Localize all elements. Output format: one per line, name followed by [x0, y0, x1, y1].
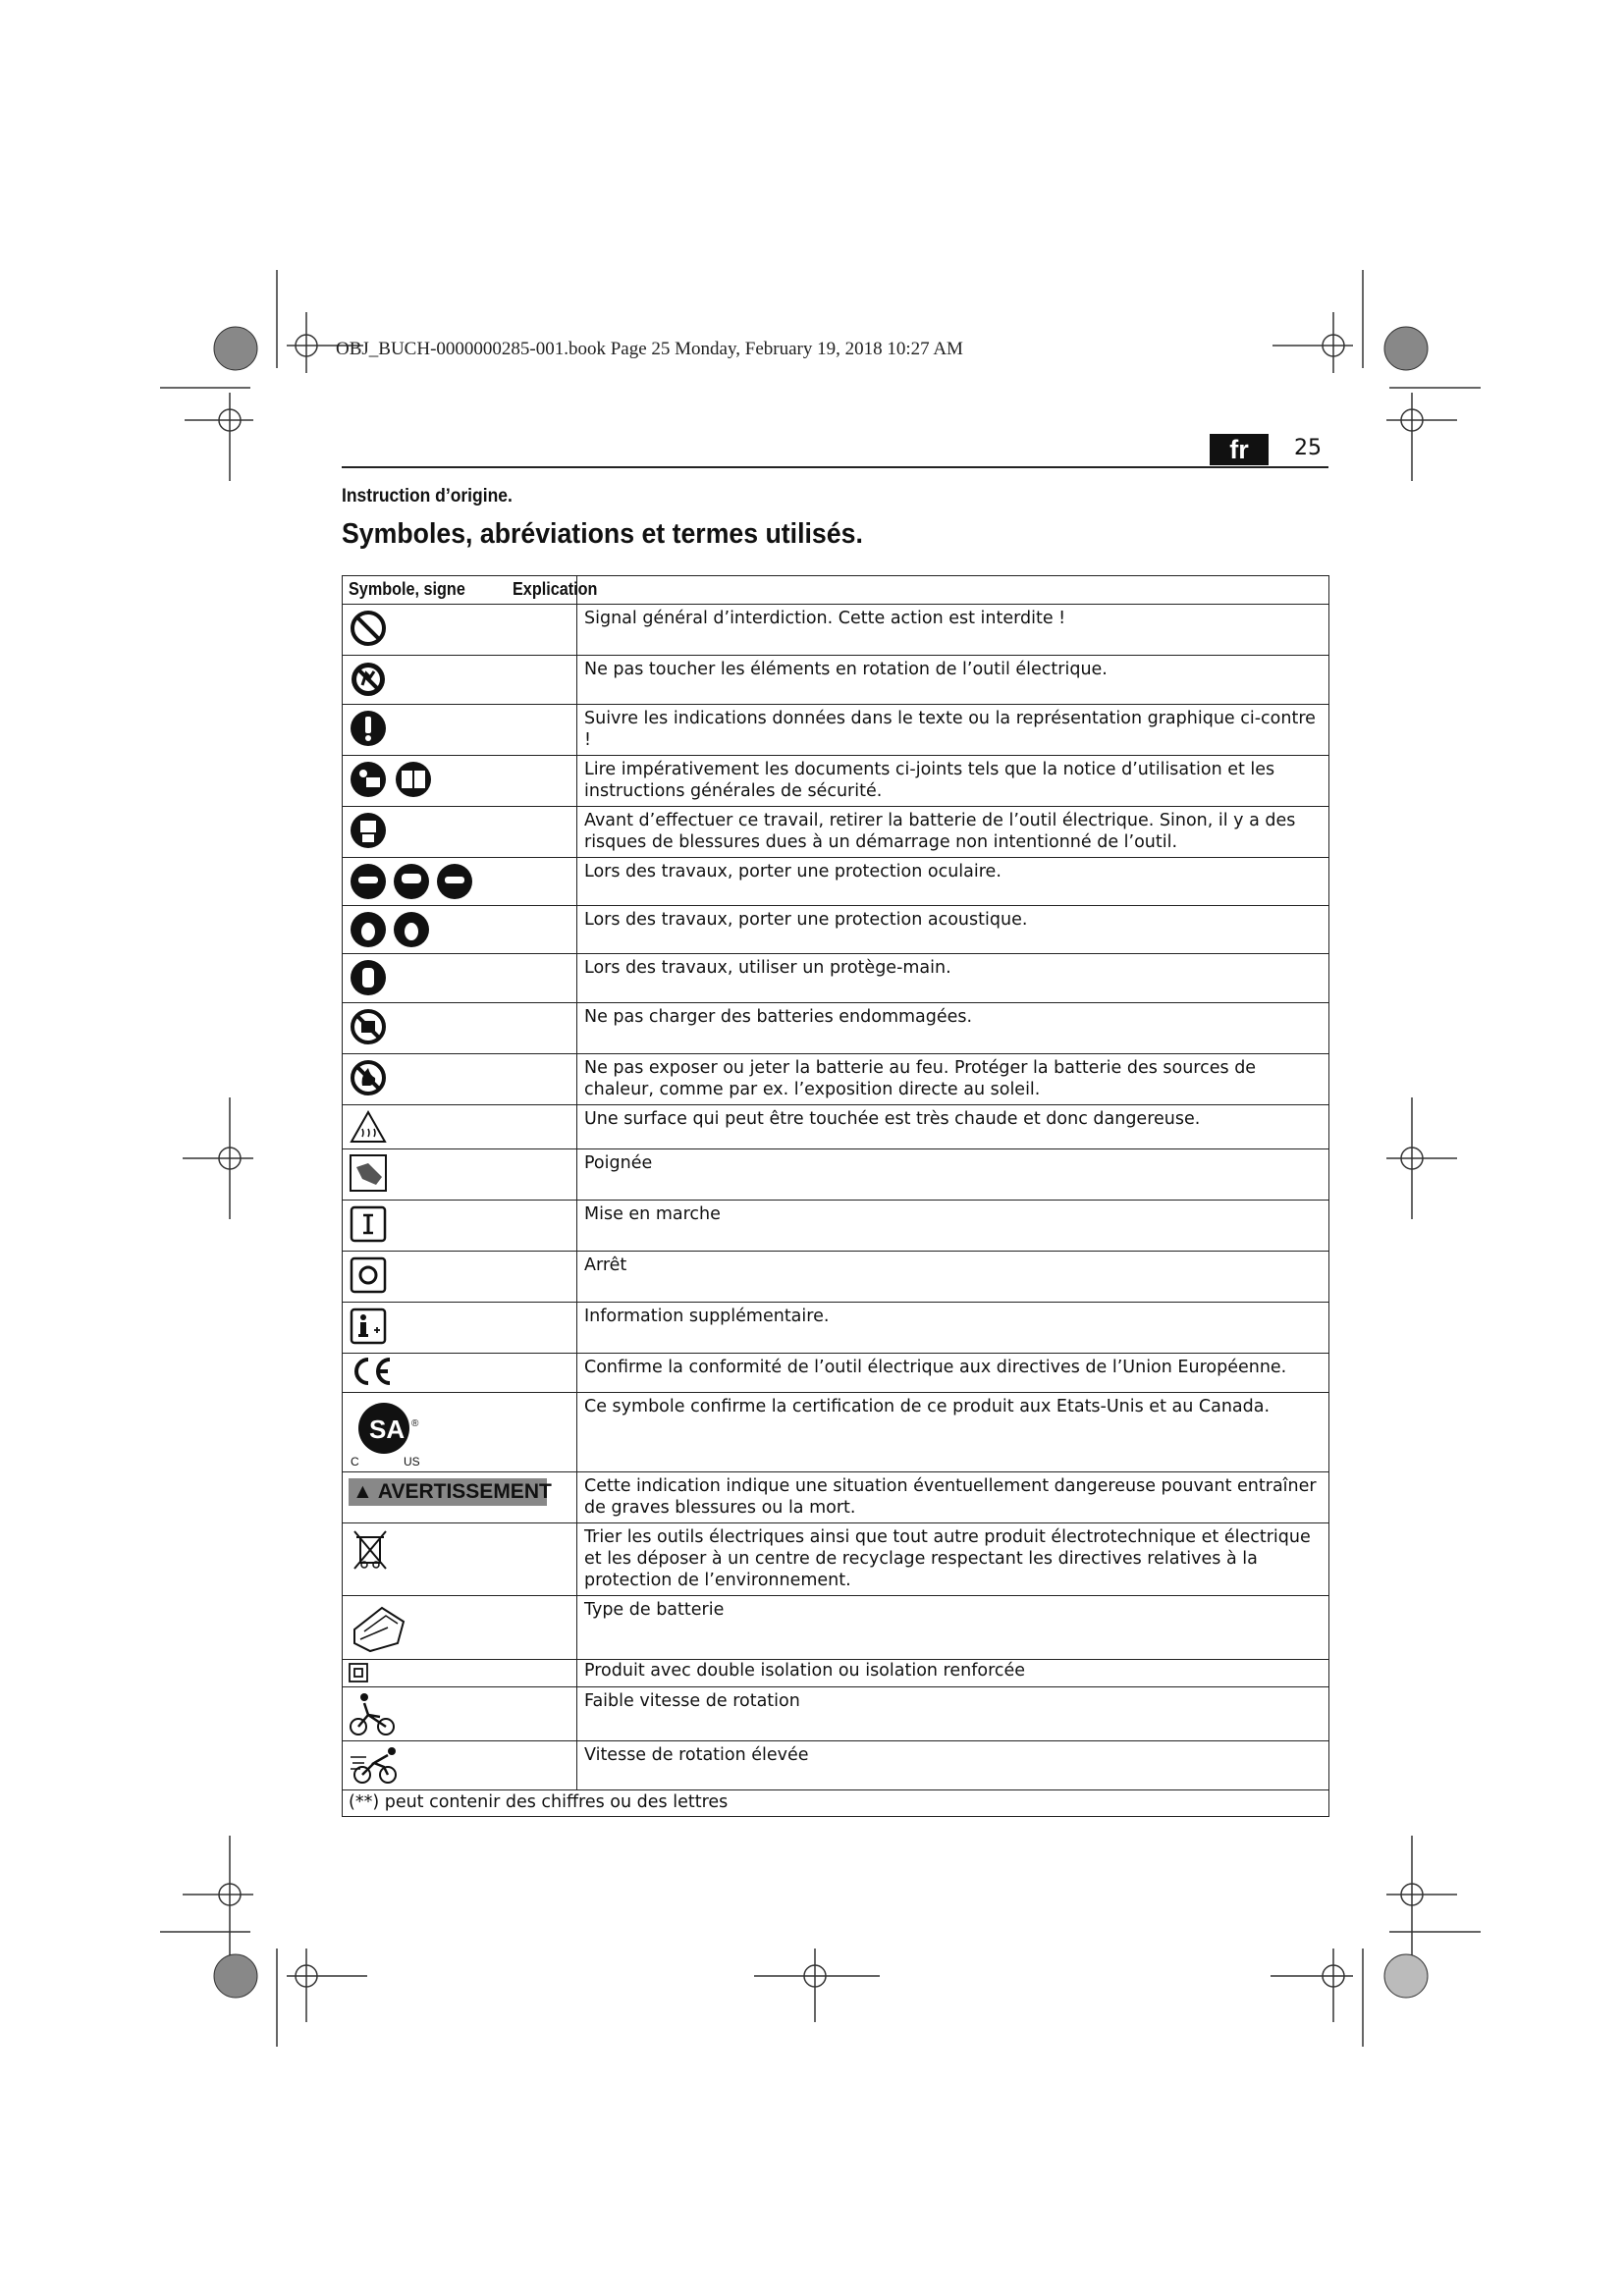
svg-text:US: US: [404, 1455, 420, 1468]
table-row: Lire impérativement les documents ci-joints tels que la notice d’utilisation et les instructions générales de sécurité.: [343, 756, 1329, 807]
print-slug: OBJ_BUCH-0000000285-001.book Page 25 Monday, February 19, 2018 10:27 AM: [336, 339, 963, 359]
high-speed-icon: [349, 1745, 404, 1785]
table-row: Lors des travaux, utiliser un protège-main.: [343, 954, 1329, 1003]
mandatory-exclamation-icon: [349, 709, 388, 748]
table-row: Confirme la conformité de l’outil électrique aux directives de l’Union Européenne.: [343, 1354, 1329, 1393]
table-row: Mise en marche: [343, 1201, 1329, 1252]
table-row: Type de batterie: [343, 1596, 1329, 1660]
header-rule: [342, 466, 1328, 468]
page-title: Symboles, abréviations et termes utilisés.: [342, 518, 863, 550]
symbols-table: [342, 575, 1329, 1817]
table-row: Suivre les indications données dans le texte ou la représentation graphique ci-contre !: [343, 705, 1329, 756]
no-charge-damaged-battery-icon: [349, 1007, 388, 1046]
no-touch-rotating-icon: [349, 660, 388, 699]
table-row: Une surface qui peut être touchée est très chaude et donc dangereuse.: [343, 1105, 1329, 1149]
table-row: Avant d’effectuer ce travail, retirer la batterie de l’outil électrique. Sinon, il y a des risques de blessures dues à un démarrage non intentionné de l’outil.: [343, 807, 1329, 858]
svg-text:SA: SA: [369, 1415, 406, 1444]
hot-surface-icon: [349, 1109, 388, 1145]
read-manual-icon: [349, 760, 437, 799]
page-number: 25: [1294, 436, 1322, 460]
double-insulation-icon: [349, 1663, 368, 1682]
header-explanation: Explication: [577, 576, 1329, 605]
table-row: Ne pas toucher les éléments en rotation de l’outil électrique.: [343, 656, 1329, 705]
no-fire-battery-icon: [349, 1058, 388, 1097]
battery-type-icon: [349, 1600, 407, 1655]
eye-protection-icon: [349, 862, 478, 901]
language-badge: fr: [1210, 434, 1269, 465]
warning-label-icon: ▲ AVERTISSEMENT: [349, 1478, 547, 1506]
table-row: Faible vitesse de rotation: [343, 1687, 1329, 1741]
table-row: Lors des travaux, porter une protection acoustique.: [343, 906, 1329, 954]
weee-bin-icon: [349, 1527, 392, 1571]
table-row: Lors des travaux, porter une protection oculaire.: [343, 858, 1329, 906]
svg-text:®: ®: [411, 1418, 419, 1429]
table-row: Ne pas charger des batteries endommagées.: [343, 1003, 1329, 1054]
table-footnote-row: [343, 1790, 1329, 1817]
subtitle: Instruction d’origine.: [342, 486, 513, 507]
table-row: Information supplémentaire.: [343, 1303, 1329, 1354]
csa-mark-icon: [349, 1397, 437, 1468]
hand-protection-icon: [349, 958, 388, 997]
table-row: SA ® C US Ce symbole confirme la certification de ce produit aux Etats-Unis et au Canada.: [343, 1393, 1329, 1472]
table-row: Trier les outils électriques ainsi que tout autre produit électrotechnique et électrique et les déposer à un centre de recyclage respectant les directives relatives à la protection de l’environnement.: [343, 1523, 1329, 1596]
info-plus-icon: [349, 1307, 388, 1346]
handle-icon: [349, 1153, 388, 1193]
table-header-row: [343, 576, 1329, 605]
remove-battery-icon: [349, 811, 388, 850]
table-row: ▲ AVERTISSEMENT Cette indication indique une situation éventuellement dangereuse pouvant entraîner de graves blessures ou la mort.: [343, 1472, 1329, 1523]
table-row: Arrêt: [343, 1252, 1329, 1303]
table-row: Signal général d’interdiction. Cette action est interdite !: [343, 605, 1329, 656]
table-row: Ne pas exposer ou jeter la batterie au feu. Protéger la batterie des sources de chaleur, comme par ex. l’exposition directe au soleil.: [343, 1054, 1329, 1105]
switch-off-icon: [349, 1255, 388, 1295]
switch-on-icon: [349, 1204, 388, 1244]
svg-text:C: C: [351, 1455, 359, 1468]
ear-protection-icon: [349, 910, 435, 949]
header-symbol: Symbole, signe: [343, 576, 577, 605]
prohibition-icon: [349, 609, 388, 648]
table-row: Poignée: [343, 1149, 1329, 1201]
table-row: Vitesse de rotation élevée: [343, 1741, 1329, 1790]
slow-speed-icon: [349, 1691, 396, 1736]
table-row: Produit avec double isolation ou isolation renforcée: [343, 1660, 1329, 1687]
ce-mark-icon: [349, 1356, 396, 1387]
table-footnote: (**) peut contenir des chiffres ou des lettres: [343, 1790, 1329, 1817]
